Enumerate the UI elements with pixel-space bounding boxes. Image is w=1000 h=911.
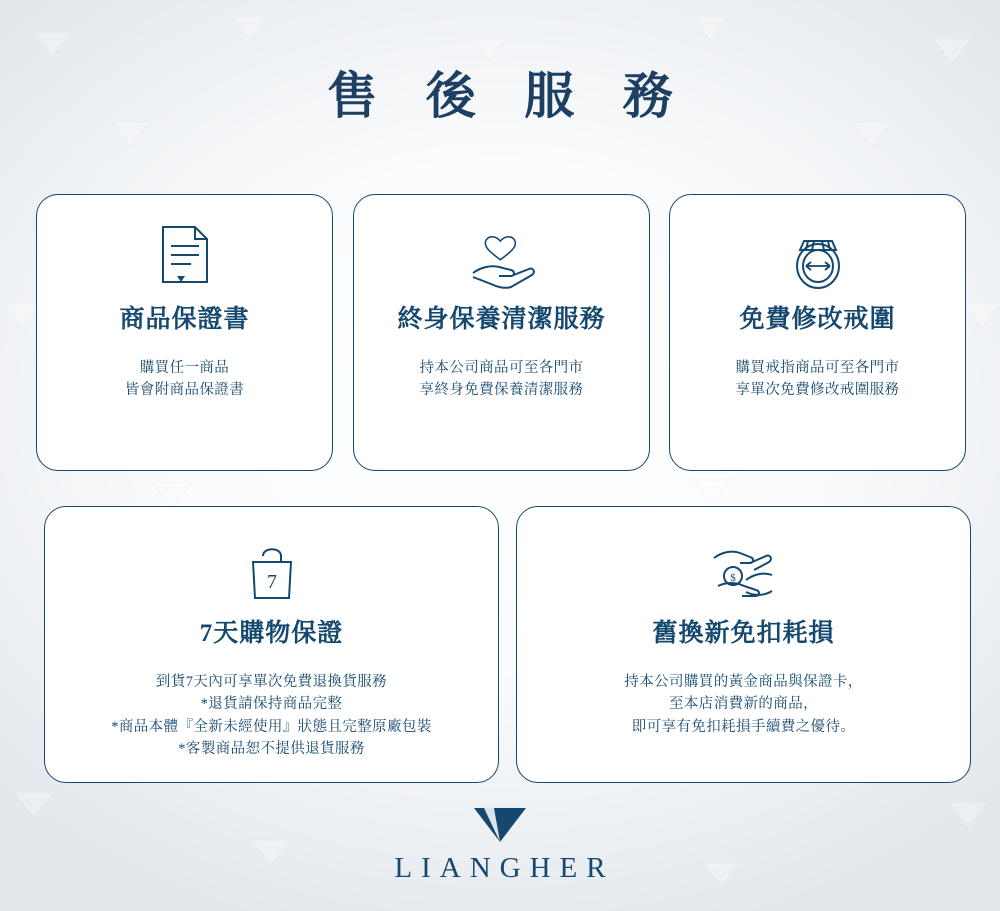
liangher-mark-icon — [472, 806, 528, 844]
certificate-document-icon — [157, 225, 213, 291]
hand-heart-icon — [461, 225, 543, 291]
service-card-warranty — [36, 194, 333, 471]
card-desc-line: 享終身免費保養清潔服務 — [419, 382, 584, 399]
service-card-7day-return — [44, 506, 499, 783]
card-desc-line: 持本公司購買的黃金商品與保證卡， — [624, 674, 863, 690]
card-desc-line: *客製商品恕不提供退貨服務 — [178, 741, 365, 758]
card-description — [420, 357, 584, 402]
watermark-mark — [230, 14, 270, 42]
card-title: 7天購物保證 — [199, 620, 344, 647]
ring-resize-icon — [786, 225, 850, 291]
card-title: 商品保證書 — [119, 306, 250, 333]
card-title: 免費修改戒圍 — [739, 306, 896, 333]
svg-text:$: $ — [729, 572, 736, 584]
card-desc-line: 持本公司商品可至各門市 — [419, 360, 584, 376]
svg-text:7: 7 — [266, 571, 277, 593]
footer-logo — [0, 806, 1000, 885]
watermark-mark — [690, 14, 730, 42]
card-title: 終身保養清潔服務 — [397, 306, 606, 333]
card-description — [624, 671, 862, 738]
hands-gold-exchange-icon — [706, 537, 782, 603]
card-desc-line: 購買任一商品 — [139, 360, 230, 376]
card-title: 舊換新免扣耗損 — [652, 620, 835, 647]
card-description — [125, 357, 244, 402]
shopping-bag-7-icon — [241, 537, 303, 603]
card-description — [736, 357, 900, 402]
brand-name: LIANGHER — [394, 852, 615, 884]
watermark-mark — [960, 300, 1000, 330]
service-card-lifetime-care — [353, 194, 650, 471]
card-desc-line: 至本店消費新的商品， — [669, 696, 818, 713]
watermark-mark — [690, 478, 734, 508]
card-desc-line: *商品本體『全新未經使用』狀態且完整原廠包裝 — [111, 718, 432, 735]
card-desc-line: 到貨7天內可享單次免費退換貨服務 — [155, 674, 388, 690]
page-title: 售 後 服 務 — [327, 68, 691, 124]
card-description — [111, 671, 432, 761]
card-desc-line: 即可享有免扣耗損手續費之優待。 — [631, 718, 856, 735]
card-desc-line: *退貨請保持商品完整 — [200, 696, 343, 713]
service-card-ring-resize — [669, 194, 966, 471]
card-desc-line: 享單次免費修改戒圍服務 — [735, 382, 900, 399]
card-desc-line: 購買戒指商品可至各門市 — [735, 360, 900, 376]
card-desc-line: 皆會附商品保證書 — [124, 382, 245, 399]
service-card-gold-trade-in — [516, 506, 971, 783]
